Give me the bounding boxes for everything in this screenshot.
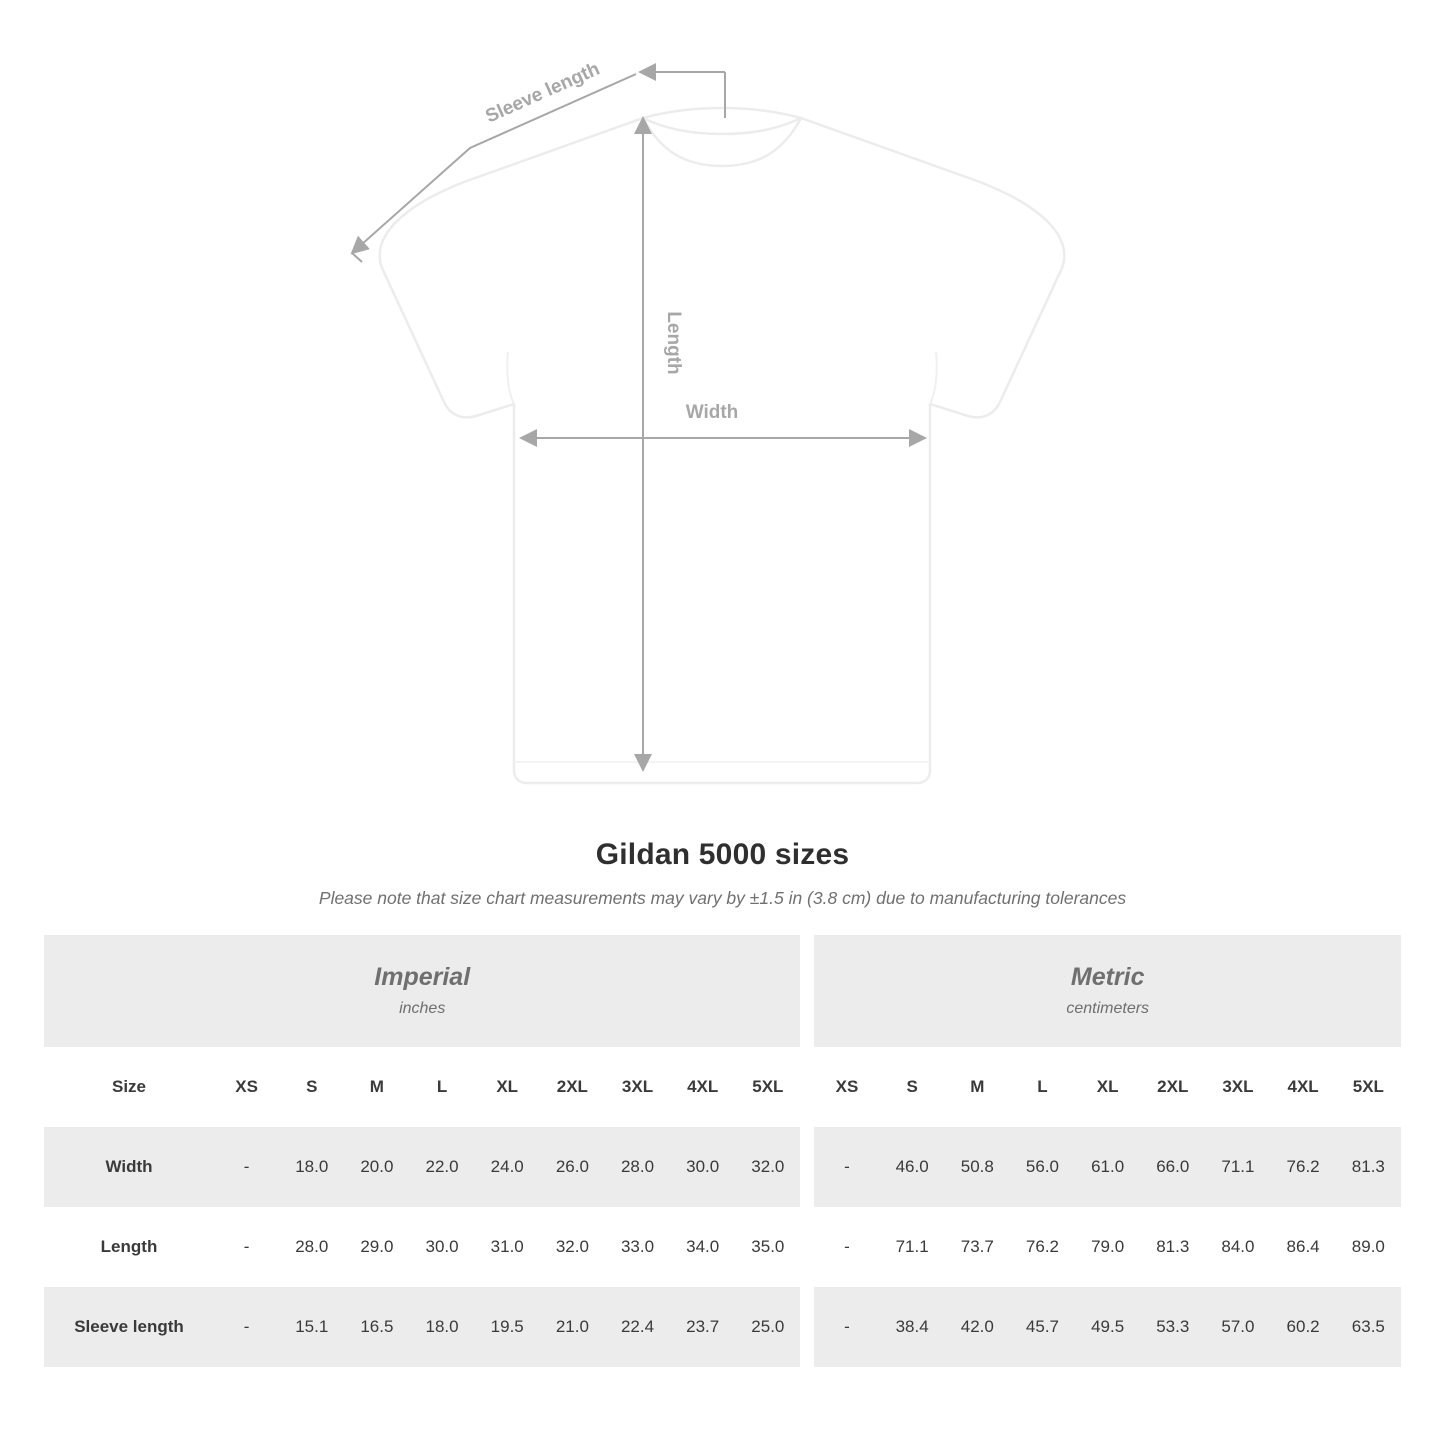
cell-sleeve-imp-s: 15.1 bbox=[279, 1287, 344, 1367]
cell-length-met-s: 71.1 bbox=[880, 1207, 945, 1287]
size-header-row bbox=[44, 1047, 1401, 1127]
cell-sleeve-imp-3xl: 22.4 bbox=[605, 1287, 670, 1367]
row-gap bbox=[800, 1127, 814, 1207]
cell-sleeve-imp-m: 16.5 bbox=[344, 1287, 409, 1367]
cell-sleeve-imp-l: 18.0 bbox=[409, 1287, 474, 1367]
col-header-metric-l: L bbox=[1010, 1047, 1075, 1127]
cell-width-met-3xl: 71.1 bbox=[1205, 1127, 1270, 1207]
page-title: Gildan 5000 sizes bbox=[595, 838, 850, 871]
cell-width-met-4xl: 76.2 bbox=[1271, 1127, 1336, 1207]
cell-sleeve-met-xs: - bbox=[814, 1287, 879, 1367]
metric-sub: centimeters bbox=[1066, 999, 1150, 1017]
col-header-metric-s: S bbox=[880, 1047, 945, 1127]
cell-width-met-xl: 61.0 bbox=[1075, 1127, 1140, 1207]
imperial-name: Imperial bbox=[374, 963, 471, 992]
cell-length-imp-4xl: 34.0 bbox=[670, 1207, 735, 1287]
cell-width-imp-s: 18.0 bbox=[279, 1127, 344, 1207]
col-header-metric-xl: XL bbox=[1075, 1047, 1140, 1127]
col-header-imperial-xs: XS bbox=[214, 1047, 279, 1127]
cell-length-met-3xl: 84.0 bbox=[1205, 1207, 1270, 1287]
sleeve-length-label: Sleeve length bbox=[482, 58, 603, 128]
cell-sleeve-met-s: 38.4 bbox=[880, 1287, 945, 1367]
cell-width-imp-4xl: 30.0 bbox=[670, 1127, 735, 1207]
row-label-sleeve-length: Sleeve length bbox=[44, 1287, 214, 1367]
row-gap bbox=[800, 1207, 814, 1287]
cell-length-met-4xl: 86.4 bbox=[1271, 1207, 1336, 1287]
table-row bbox=[44, 1207, 1401, 1287]
cell-width-imp-3xl: 28.0 bbox=[605, 1127, 670, 1207]
unit-header-row bbox=[44, 935, 1401, 1047]
cell-width-imp-xs: - bbox=[214, 1127, 279, 1207]
cell-sleeve-met-m: 42.0 bbox=[945, 1287, 1010, 1367]
cell-sleeve-imp-xs: - bbox=[214, 1287, 279, 1367]
cell-length-imp-xl: 31.0 bbox=[475, 1207, 540, 1287]
cell-width-met-l: 56.0 bbox=[1010, 1127, 1075, 1207]
cell-sleeve-met-l: 45.7 bbox=[1010, 1287, 1075, 1367]
cell-length-met-m: 73.7 bbox=[945, 1207, 1010, 1287]
cell-sleeve-met-5xl: 63.5 bbox=[1336, 1287, 1401, 1367]
cell-sleeve-imp-4xl: 23.7 bbox=[670, 1287, 735, 1367]
cell-sleeve-met-xl: 49.5 bbox=[1075, 1287, 1140, 1367]
cell-sleeve-met-4xl: 60.2 bbox=[1271, 1287, 1336, 1367]
cell-sleeve-imp-2xl: 21.0 bbox=[540, 1287, 605, 1367]
col-header-metric-2xl: 2XL bbox=[1140, 1047, 1205, 1127]
row-label-width: Width bbox=[44, 1127, 214, 1207]
metric-header bbox=[814, 935, 1401, 1047]
length-label: Length bbox=[663, 311, 684, 375]
tshirt-shape bbox=[380, 108, 1065, 783]
cell-length-met-l: 76.2 bbox=[1010, 1207, 1075, 1287]
table-row bbox=[44, 1287, 1401, 1367]
col-header-imperial-2xl: 2XL bbox=[540, 1047, 605, 1127]
cell-sleeve-met-2xl: 53.3 bbox=[1140, 1287, 1205, 1367]
cell-length-imp-m: 29.0 bbox=[344, 1207, 409, 1287]
cell-width-imp-xl: 24.0 bbox=[475, 1127, 540, 1207]
col-header-imperial-m: M bbox=[344, 1047, 409, 1127]
cell-length-met-5xl: 89.0 bbox=[1336, 1207, 1401, 1287]
size-table-wrapper bbox=[44, 935, 1401, 1367]
width-label: Width bbox=[685, 402, 739, 423]
cell-sleeve-imp-xl: 19.5 bbox=[475, 1287, 540, 1367]
col-header-imperial-l: L bbox=[409, 1047, 474, 1127]
cell-width-met-s: 46.0 bbox=[880, 1127, 945, 1207]
cell-sleeve-met-3xl: 57.0 bbox=[1205, 1287, 1270, 1367]
cell-width-imp-5xl: 32.0 bbox=[735, 1127, 800, 1207]
cell-length-met-2xl: 81.3 bbox=[1140, 1207, 1205, 1287]
row-gap bbox=[800, 1287, 814, 1367]
table-row bbox=[44, 1127, 1401, 1207]
cell-sleeve-imp-5xl: 25.0 bbox=[735, 1287, 800, 1367]
cell-length-imp-s: 28.0 bbox=[279, 1207, 344, 1287]
col-header-metric-5xl: 5XL bbox=[1336, 1047, 1401, 1127]
cell-width-met-xs: - bbox=[814, 1127, 879, 1207]
cell-width-imp-2xl: 26.0 bbox=[540, 1127, 605, 1207]
col-header-metric-m: M bbox=[945, 1047, 1010, 1127]
col-header-imperial-5xl: 5XL bbox=[735, 1047, 800, 1127]
size-table bbox=[44, 935, 1401, 1367]
col-header-imperial-s: S bbox=[279, 1047, 344, 1127]
cell-length-imp-l: 30.0 bbox=[409, 1207, 474, 1287]
cell-length-imp-3xl: 33.0 bbox=[605, 1207, 670, 1287]
col-header-imperial-3xl: 3XL bbox=[605, 1047, 670, 1127]
cell-length-imp-2xl: 32.0 bbox=[540, 1207, 605, 1287]
cell-length-imp-5xl: 35.0 bbox=[735, 1207, 800, 1287]
row-gap bbox=[800, 1047, 814, 1127]
col-header-imperial-4xl: 4XL bbox=[670, 1047, 735, 1127]
cell-length-imp-xs: - bbox=[214, 1207, 279, 1287]
unit-gap bbox=[800, 935, 814, 1047]
metric-name: Metric bbox=[1070, 963, 1145, 992]
cell-length-met-xs: - bbox=[814, 1207, 879, 1287]
imperial-header bbox=[44, 935, 800, 1047]
cell-width-met-2xl: 66.0 bbox=[1140, 1127, 1205, 1207]
cell-width-met-5xl: 81.3 bbox=[1336, 1127, 1401, 1207]
cell-width-imp-l: 22.0 bbox=[409, 1127, 474, 1207]
col-header-metric-3xl: 3XL bbox=[1205, 1047, 1270, 1127]
col-header-metric-4xl: 4XL bbox=[1271, 1047, 1336, 1127]
row-header-size: Size bbox=[44, 1047, 214, 1127]
imperial-sub: inches bbox=[399, 999, 446, 1017]
cell-width-imp-m: 20.0 bbox=[344, 1127, 409, 1207]
col-header-imperial-xl: XL bbox=[475, 1047, 540, 1127]
row-label-length: Length bbox=[44, 1207, 214, 1287]
cell-width-met-m: 50.8 bbox=[945, 1127, 1010, 1207]
col-header-metric-xs: XS bbox=[814, 1047, 879, 1127]
cell-length-met-xl: 79.0 bbox=[1075, 1207, 1140, 1287]
tolerance-note: Please note that size chart measurements may vary by ±1.5 in (3.8 cm) due to manufacturing tolerances bbox=[318, 888, 1127, 908]
title-block bbox=[0, 838, 1445, 909]
